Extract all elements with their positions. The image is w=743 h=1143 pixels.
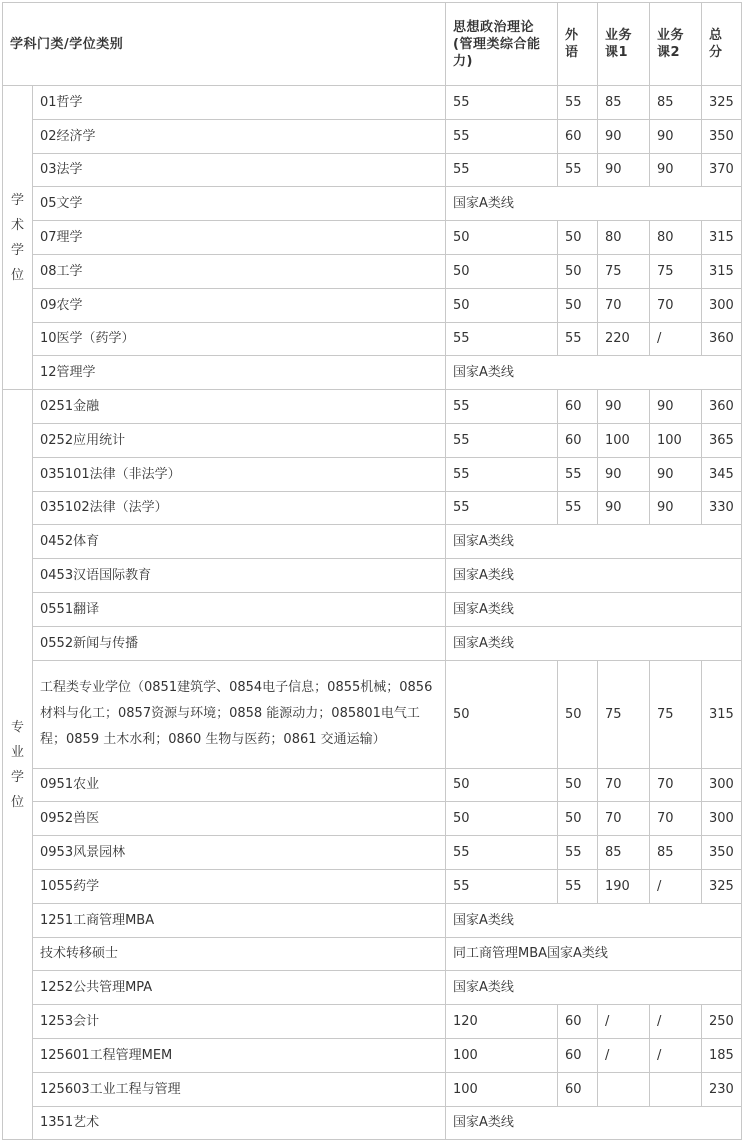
- score-c2: 80: [650, 221, 702, 255]
- subject-name: 工程类专业学位（0851建筑学、0854电子信息；0855机械；0856材料与化工；0857资源与环境；0858 能源动力；085801电气工程；0859 土木水利；0860 生物与医药；0861 交通运输）: [33, 660, 446, 768]
- score-c2: 75: [650, 254, 702, 288]
- score-c1: 90: [598, 153, 650, 187]
- subject-name: 09农学: [33, 288, 446, 322]
- score-politics: 50: [446, 660, 558, 768]
- score-total: 300: [702, 288, 742, 322]
- score-politics: 100: [446, 1038, 558, 1072]
- subject-name: 1253会计: [33, 1005, 446, 1039]
- score-note: 国家A类线: [446, 356, 742, 390]
- score-foreign: 50: [558, 768, 598, 802]
- score-politics: 55: [446, 457, 558, 491]
- score-c1: 90: [598, 457, 650, 491]
- score-foreign: 55: [558, 491, 598, 525]
- subject-name: 1055药学: [33, 869, 446, 903]
- table-row: [3, 1038, 742, 1072]
- score-politics: 50: [446, 768, 558, 802]
- score-foreign: 50: [558, 802, 598, 836]
- score-c2: /: [650, 1038, 702, 1072]
- score-c2: 70: [650, 802, 702, 836]
- subject-name: 1351艺术: [33, 1106, 446, 1140]
- score-c1: 90: [598, 390, 650, 424]
- score-foreign: 55: [558, 457, 598, 491]
- score-politics: 50: [446, 802, 558, 836]
- table-row: [3, 86, 742, 120]
- subject-name: 0252应用统计: [33, 423, 446, 457]
- table-row: [3, 592, 742, 626]
- score-politics: 55: [446, 491, 558, 525]
- score-c1: /: [598, 1005, 650, 1039]
- score-c1: [598, 1072, 650, 1106]
- score-total: 365: [702, 423, 742, 457]
- score-total: 330: [702, 491, 742, 525]
- score-total: 325: [702, 869, 742, 903]
- subject-name: 12管理学: [33, 356, 446, 390]
- table-row: [3, 423, 742, 457]
- subject-name: 10医学（药学）: [33, 322, 446, 356]
- score-politics: 100: [446, 1072, 558, 1106]
- score-c2: 75: [650, 660, 702, 768]
- subject-name: 0453汉语国际教育: [33, 559, 446, 593]
- score-note: 国家A类线: [446, 971, 742, 1005]
- score-c2: 90: [650, 390, 702, 424]
- subject-name: 0551翻译: [33, 592, 446, 626]
- subject-name: 07理学: [33, 221, 446, 255]
- score-c1: /: [598, 1038, 650, 1072]
- score-c1: 190: [598, 869, 650, 903]
- score-total: 345: [702, 457, 742, 491]
- score-total: 185: [702, 1038, 742, 1072]
- header-foreign: 外语: [558, 3, 598, 86]
- score-c1: 70: [598, 768, 650, 802]
- score-total: 300: [702, 768, 742, 802]
- score-total: 300: [702, 802, 742, 836]
- score-c2: 90: [650, 153, 702, 187]
- header-category: 学科门类/学位类别: [3, 3, 446, 86]
- subject-name: 技术转移硕士: [33, 937, 446, 971]
- score-foreign: 60: [558, 390, 598, 424]
- header-course2: 业务课2: [650, 3, 702, 86]
- score-politics: 55: [446, 322, 558, 356]
- score-total: 315: [702, 254, 742, 288]
- score-c2: 100: [650, 423, 702, 457]
- score-c1: 75: [598, 254, 650, 288]
- subject-name: 0951农业: [33, 768, 446, 802]
- score-c2: 90: [650, 119, 702, 153]
- subject-name: 05文学: [33, 187, 446, 221]
- table-row: [3, 525, 742, 559]
- score-politics: 55: [446, 86, 558, 120]
- score-total: 360: [702, 390, 742, 424]
- subject-name: 0452体育: [33, 525, 446, 559]
- subject-name: 035102法律（法学）: [33, 491, 446, 525]
- score-foreign: 50: [558, 254, 598, 288]
- score-total: 350: [702, 836, 742, 870]
- score-c1: 100: [598, 423, 650, 457]
- subject-name: 02经济学: [33, 119, 446, 153]
- score-note: 国家A类线: [446, 525, 742, 559]
- score-note: 国家A类线: [446, 187, 742, 221]
- subject-name: 0953风景园林: [33, 836, 446, 870]
- subject-name: 0251金融: [33, 390, 446, 424]
- score-c2: /: [650, 869, 702, 903]
- score-foreign: 55: [558, 86, 598, 120]
- score-total: 250: [702, 1005, 742, 1039]
- table-row: [3, 869, 742, 903]
- score-politics: 120: [446, 1005, 558, 1039]
- score-total: 325: [702, 86, 742, 120]
- score-foreign: 60: [558, 423, 598, 457]
- score-c1: 220: [598, 322, 650, 356]
- score-foreign: 60: [558, 1005, 598, 1039]
- subject-name: 035101法律（非法学）: [33, 457, 446, 491]
- subject-name: 1252公共管理MPA: [33, 971, 446, 1005]
- score-total: 360: [702, 322, 742, 356]
- score-c1: 80: [598, 221, 650, 255]
- score-politics: 50: [446, 288, 558, 322]
- table-row: [3, 836, 742, 870]
- score-c1: 90: [598, 491, 650, 525]
- score-politics: 55: [446, 119, 558, 153]
- score-c2: /: [650, 1005, 702, 1039]
- table-row: [3, 356, 742, 390]
- subject-name: 08工学: [33, 254, 446, 288]
- score-c2: 90: [650, 491, 702, 525]
- score-politics: 55: [446, 390, 558, 424]
- score-note: 国家A类线: [446, 903, 742, 937]
- score-foreign: 60: [558, 1072, 598, 1106]
- subject-name: 01哲学: [33, 86, 446, 120]
- table-row: [3, 390, 742, 424]
- table-row: [3, 322, 742, 356]
- subject-name: 0952兽医: [33, 802, 446, 836]
- score-c2: 70: [650, 768, 702, 802]
- table-row: [3, 119, 742, 153]
- group-label: 专业学位: [10, 719, 24, 810]
- score-c1: 70: [598, 802, 650, 836]
- score-c1: 85: [598, 86, 650, 120]
- score-c2: 85: [650, 86, 702, 120]
- subject-name: 125603工业工程与管理: [33, 1072, 446, 1106]
- score-note: 国家A类线: [446, 1106, 742, 1140]
- table-row: [3, 802, 742, 836]
- score-politics: 50: [446, 254, 558, 288]
- table-row: [3, 903, 742, 937]
- table-row: [3, 457, 742, 491]
- header-politics: 思想政治理论(管理类综合能力): [446, 3, 558, 86]
- score-c1: 75: [598, 660, 650, 768]
- table-row: [3, 288, 742, 322]
- header-total: 总分: [702, 3, 742, 86]
- subject-name: 125601工程管理MEM: [33, 1038, 446, 1072]
- score-foreign: 55: [558, 869, 598, 903]
- table-row: [3, 971, 742, 1005]
- table-row: [3, 768, 742, 802]
- score-foreign: 55: [558, 836, 598, 870]
- table-row: [3, 626, 742, 660]
- score-note: 国家A类线: [446, 592, 742, 626]
- subject-name: 1251工商管理MBA: [33, 903, 446, 937]
- score-table: [2, 2, 742, 1140]
- subject-name: 03法学: [33, 153, 446, 187]
- table-row: [3, 153, 742, 187]
- group-professional: [3, 390, 33, 1140]
- score-total: 230: [702, 1072, 742, 1106]
- group-academic: [3, 86, 33, 390]
- score-c1: 90: [598, 119, 650, 153]
- score-total: 315: [702, 660, 742, 768]
- score-c2: 85: [650, 836, 702, 870]
- table-row: [3, 254, 742, 288]
- score-foreign: 60: [558, 1038, 598, 1072]
- score-note: 国家A类线: [446, 559, 742, 593]
- table-row: [3, 187, 742, 221]
- score-c2: 90: [650, 457, 702, 491]
- score-c1: 70: [598, 288, 650, 322]
- table-header-row: [3, 3, 742, 86]
- score-foreign: 55: [558, 153, 598, 187]
- score-politics: 55: [446, 153, 558, 187]
- score-note: 国家A类线: [446, 626, 742, 660]
- score-foreign: 50: [558, 288, 598, 322]
- table-row: [3, 491, 742, 525]
- score-c1: 85: [598, 836, 650, 870]
- score-total: 370: [702, 153, 742, 187]
- table-row: [3, 221, 742, 255]
- score-foreign: 55: [558, 322, 598, 356]
- score-politics: 50: [446, 221, 558, 255]
- score-foreign: 50: [558, 221, 598, 255]
- score-note: 同工商管理MBA国家A类线: [446, 937, 742, 971]
- score-total: 350: [702, 119, 742, 153]
- score-foreign: 60: [558, 119, 598, 153]
- score-c2: /: [650, 322, 702, 356]
- table-row: [3, 559, 742, 593]
- score-politics: 55: [446, 836, 558, 870]
- score-c2: 70: [650, 288, 702, 322]
- table-row: [3, 660, 742, 768]
- subject-name: 0552新闻与传播: [33, 626, 446, 660]
- header-course1: 业务课1: [598, 3, 650, 86]
- score-politics: 55: [446, 869, 558, 903]
- score-foreign: 50: [558, 660, 598, 768]
- table-row: [3, 937, 742, 971]
- score-total: 315: [702, 221, 742, 255]
- score-politics: 55: [446, 423, 558, 457]
- score-c2: [650, 1072, 702, 1106]
- table-row: [3, 1005, 742, 1039]
- table-row: [3, 1106, 742, 1140]
- group-label: 学术学位: [10, 192, 24, 283]
- table-row: [3, 1072, 742, 1106]
